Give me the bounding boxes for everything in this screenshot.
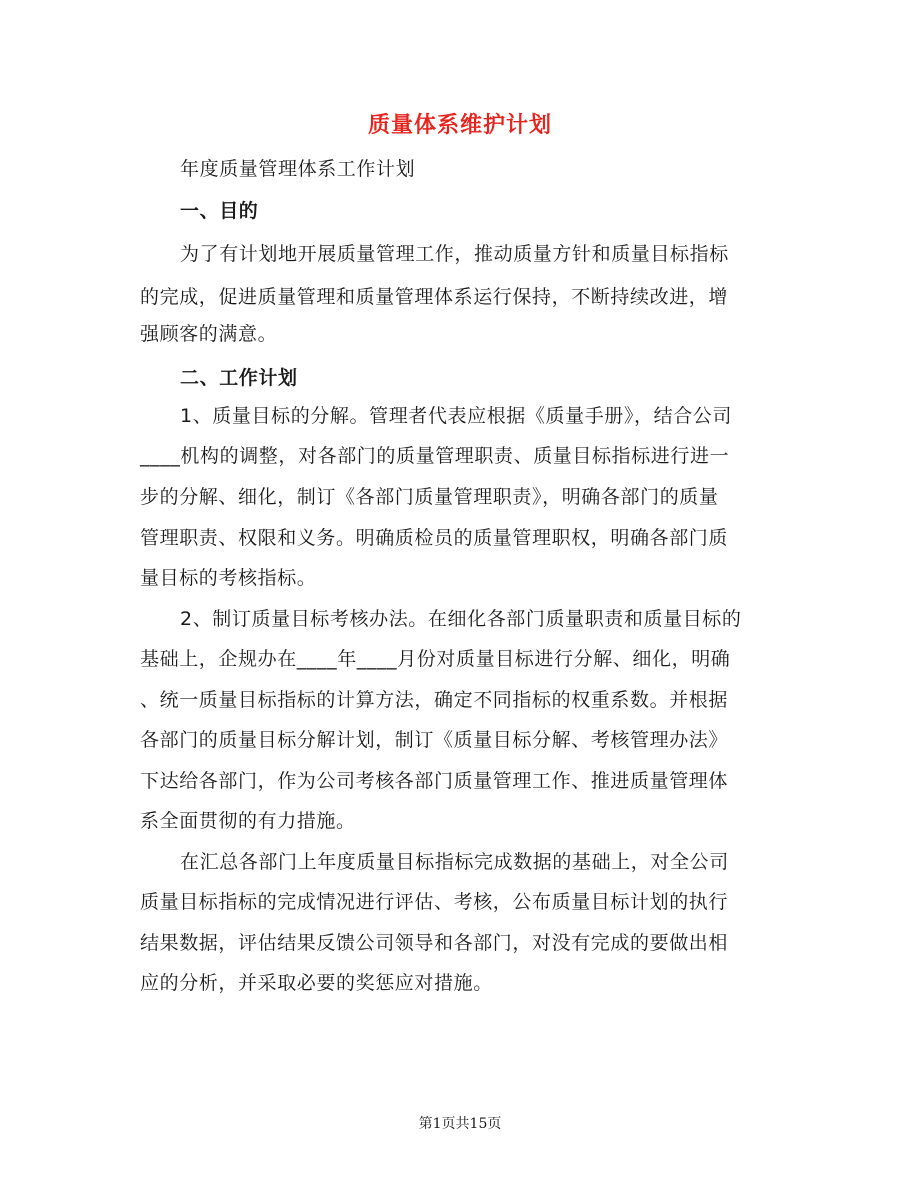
paragraph-line: 量目标的考核指标。 xyxy=(140,567,317,589)
paragraph-line: 、统一质量目标指标的计算方法，确定不同指标的权重系数。并根据 xyxy=(140,689,729,711)
paragraph-line: 基础上，企规办在____年____月份对质量目标进行分解、细化，明确 xyxy=(140,648,731,670)
paragraph-line: 2、制订质量目标考核办法。在细化各部门质量职责和质量目标的 xyxy=(180,608,742,630)
paragraph-line: 各部门的质量目标分解计划，制订《质量目标分解、考核管理办法》 xyxy=(140,729,729,751)
page-title: 质量体系维护计划 xyxy=(367,113,552,138)
paragraph-line: ____机构的调整，对各部门的质量管理职责、质量目标指标进行进一 xyxy=(140,445,730,467)
paragraph-line: 下达给各部门，作为公司考核各部门质量管理工作、推进质量管理体 xyxy=(140,770,729,792)
paragraph-line: 应的分析，并采取必要的奖惩应对措施。 xyxy=(140,972,493,994)
paragraph-line: 系全面贯彻的有力措施。 xyxy=(140,810,356,832)
paragraph-line: 的完成，促进质量管理和质量管理体系运行保持，不断持续改进，增 xyxy=(140,286,729,308)
section-heading-purpose: 一、目的 xyxy=(180,200,259,222)
paragraph-line: 结果数据，评估结果反馈公司领导和各部门，对没有完成的要做出相 xyxy=(140,932,729,954)
page-number-footer: 第1页共15页 xyxy=(418,1116,502,1132)
paragraph-line: 1、质量目标的分解。管理者代表应根据《质量手册》，结合公司 xyxy=(180,405,732,427)
section-heading-work-plan: 二、工作计划 xyxy=(180,367,298,389)
paragraph-line: 强顾客的满意。 xyxy=(140,323,278,345)
paragraph-line: 质量目标指标的完成情况进行评估、考核，公布质量目标计划的执行 xyxy=(140,891,729,913)
document-subtitle: 年度质量管理体系工作计划 xyxy=(180,158,416,180)
paragraph-line: 管理职责、权限和义务。明确质检员的质量管理职权，明确各部门质 xyxy=(140,527,729,549)
paragraph-line: 为了有计划地开展质量管理工作，推动质量方针和质量目标指标 xyxy=(180,243,729,265)
paragraph-line: 步的分解、细化，制订《各部门质量管理职责》，明确各部门的质量 xyxy=(140,486,719,508)
paragraph-line: 在汇总各部门上年度质量目标指标完成数据的基础上，对全公司 xyxy=(180,851,729,873)
